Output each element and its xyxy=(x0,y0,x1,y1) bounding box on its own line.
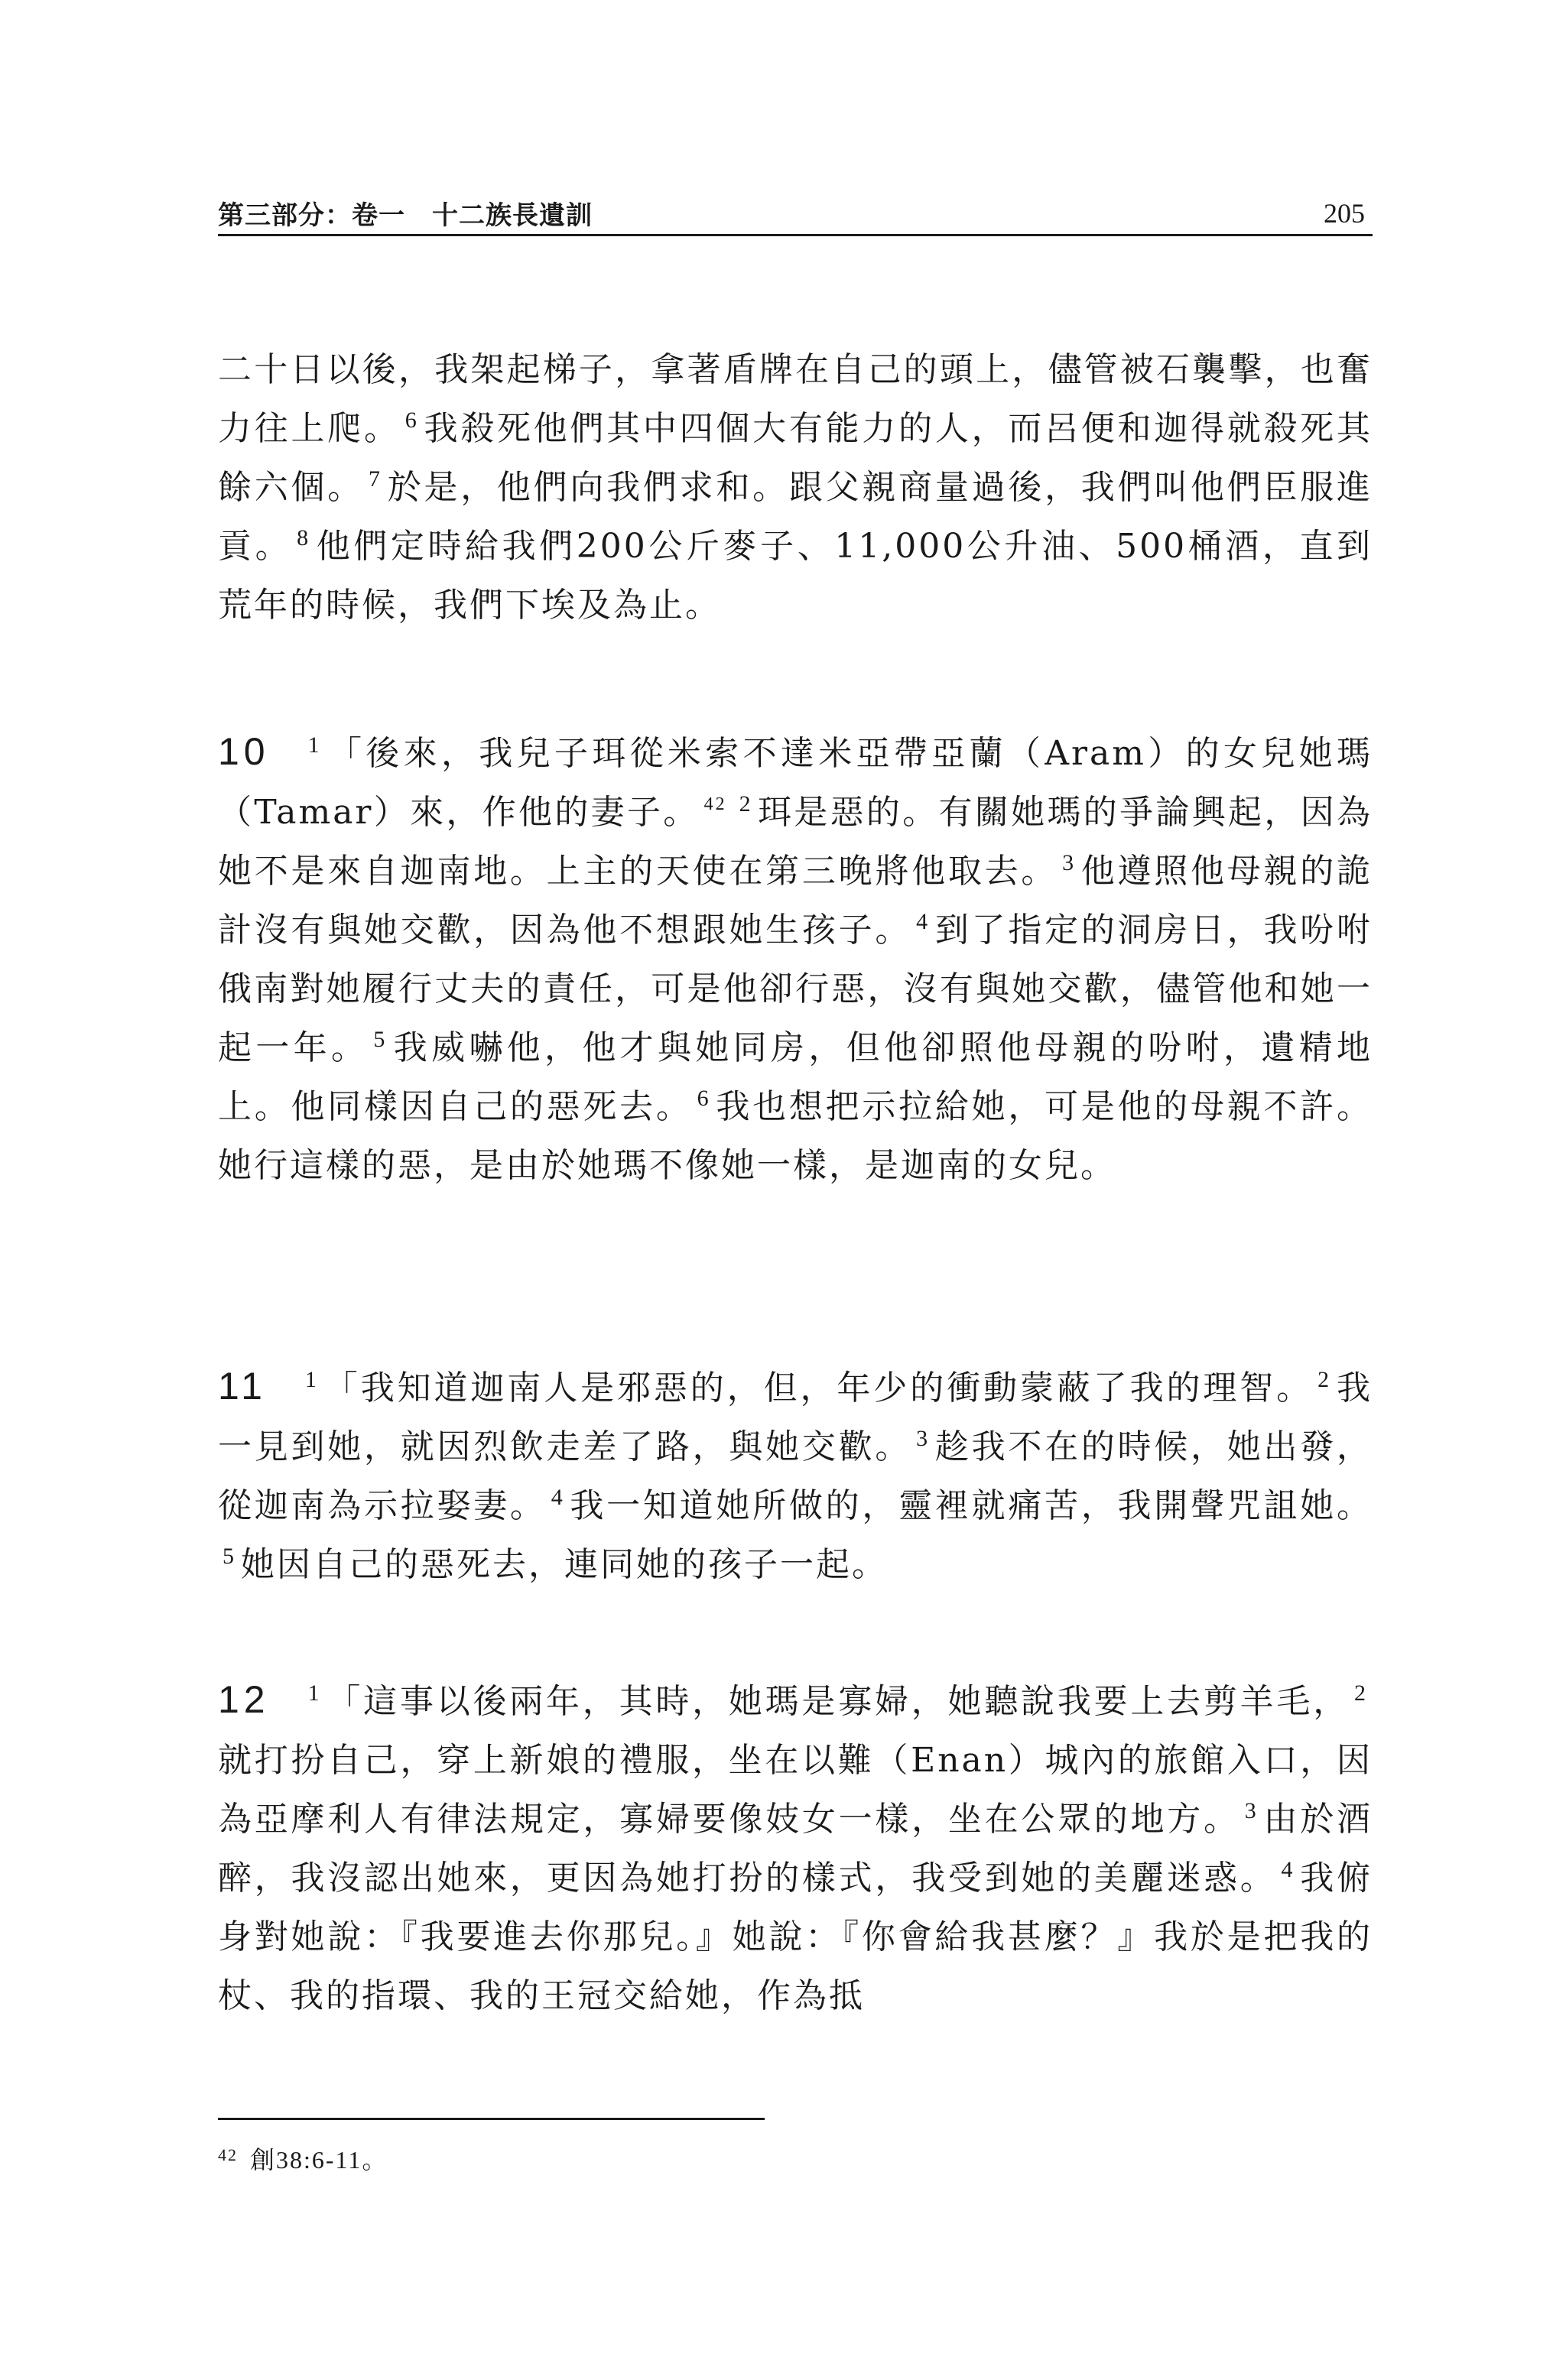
text-segment: 我殺死他們其中四個大有能力的人，而呂便和迦得就殺死其餘六個。 xyxy=(218,409,1373,507)
text-segment: 「後來，我兒子珥從米索不達米亞帶亞蘭（Aram）的女兒她瑪（Tamar）來，作他的妻子。 xyxy=(218,734,1373,832)
verse-number: 2 xyxy=(1317,1367,1332,1392)
text-segment: 我一知道她所做的，靈裡就痛苦，我開聲咒詛她。 xyxy=(569,1486,1373,1525)
verse-number: 2 xyxy=(1354,1680,1368,1706)
footnote-rule xyxy=(218,2118,765,2120)
text-segment: 她因自己的惡死去，連同她的孩子一起。 xyxy=(241,1545,888,1584)
verse-number: 8 xyxy=(297,525,311,550)
verse-number: 3 xyxy=(1062,850,1077,875)
header-title: 第三部分：卷一 十二族長遺訓 xyxy=(218,200,593,231)
verse-number: 4 xyxy=(1281,1857,1295,1882)
verse-number: 6 xyxy=(404,407,419,433)
text-segment: 於是，他們向我們求和。跟父親商量過後，我們叫他們臣服進貢。 xyxy=(218,468,1373,566)
verse-number: 1 xyxy=(307,1680,322,1706)
footnote xyxy=(218,2141,388,2176)
chapter-10-paragraph xyxy=(218,722,1373,1195)
text-segment: 我也想把示拉給她，可是他的母親不許。她行這樣的惡，是由於她瑪不像她一樣，是迦南的女兒。 xyxy=(218,1087,1373,1185)
text-segment: 由於酒醉，我沒認出她來，更因為她打扮的樣式，我受到她的美麗迷惑。 xyxy=(218,1800,1373,1898)
footnote-reference[interactable]: 42 xyxy=(703,794,727,814)
verse-number: 5 xyxy=(223,1544,236,1569)
verse-number: 6 xyxy=(697,1086,711,1111)
verse-number: 2 xyxy=(739,791,753,817)
verse-number: 3 xyxy=(1244,1798,1259,1823)
text-segment: 他們定時給我們200公斤麥子、11,000公升油、500桶酒，直到荒年的時候，我們下埃及為止。 xyxy=(218,527,1373,625)
paragraph-continuation xyxy=(218,340,1373,635)
text-segment: 趁我不在的時候，她出發，從迦南為示拉娶妻。 xyxy=(218,1427,1373,1525)
verse-number: 4 xyxy=(916,909,931,934)
running-header xyxy=(218,191,1373,237)
text-segment: 二十日以後，我架起梯子，拿著盾牌在自己的頭上，儘管被石襲擊，也奮力往上爬。 xyxy=(218,350,1373,448)
chapter-12-paragraph xyxy=(218,1671,1373,2025)
chapter-number: 10 xyxy=(218,730,270,773)
verse-number: 3 xyxy=(916,1426,931,1451)
text-segment: 珥是惡的。有關她瑪的爭論興起，因為她不是來自迦南地。上主的天使在第三晚將他取去。 xyxy=(218,793,1373,891)
text-segment: 「我知道迦南人是邪惡的，但，年少的衝動蒙蔽了我的理智。 xyxy=(323,1369,1314,1408)
page-number: 205 xyxy=(1324,198,1365,229)
text-segment: 「這事以後兩年，其時，她瑪是寡婦，她聽說我要上去剪羊毛， xyxy=(326,1682,1350,1721)
text-segment: 我一見到她，就因烈飲走差了路，與她交歡。 xyxy=(218,1369,1373,1466)
verse-number: 1 xyxy=(307,732,322,758)
chapter-11-paragraph xyxy=(218,1357,1373,1594)
verse-number: 7 xyxy=(368,466,382,492)
header-rule xyxy=(218,234,1373,236)
text-segment: 到了指定的洞房日，我吩咐俄南對她履行丈夫的責任，可是他卻行惡，沒有與她交歡，儘管他和她一起一年。 xyxy=(218,911,1373,1067)
footnote-text: 創38:6-11。 xyxy=(250,2146,388,2174)
text-segment: 就打扮自己，穿上新娘的禮服，坐在以難（Enan）城內的旅館入口，因為亞摩利人有律法規定，寡婦要像妓女一樣，坐在公眾的地方。 xyxy=(218,1741,1373,1839)
text-segment: 我俯身對她說：『我要進去你那兒。』她說：『你會給我甚麼？』我於是把我的杖、我的指環、我的王冠交給她，作為抵 xyxy=(218,1859,1373,2015)
text-segment: 我威嚇他，他才與她同房，但他卻照他母親的吩咐，遺精地上。他同樣因自己的惡死去。 xyxy=(218,1028,1373,1126)
text-segment: 他遵照他母親的詭計沒有與她交歡，因為他不想跟她生孩子。 xyxy=(218,852,1373,950)
chapter-number: 12 xyxy=(218,1678,270,1721)
chapter-number: 11 xyxy=(218,1365,267,1408)
verse-number: 1 xyxy=(304,1367,319,1392)
verse-number: 4 xyxy=(551,1485,565,1510)
footnote-number: 42 xyxy=(218,2145,238,2164)
verse-number: 5 xyxy=(373,1027,388,1052)
